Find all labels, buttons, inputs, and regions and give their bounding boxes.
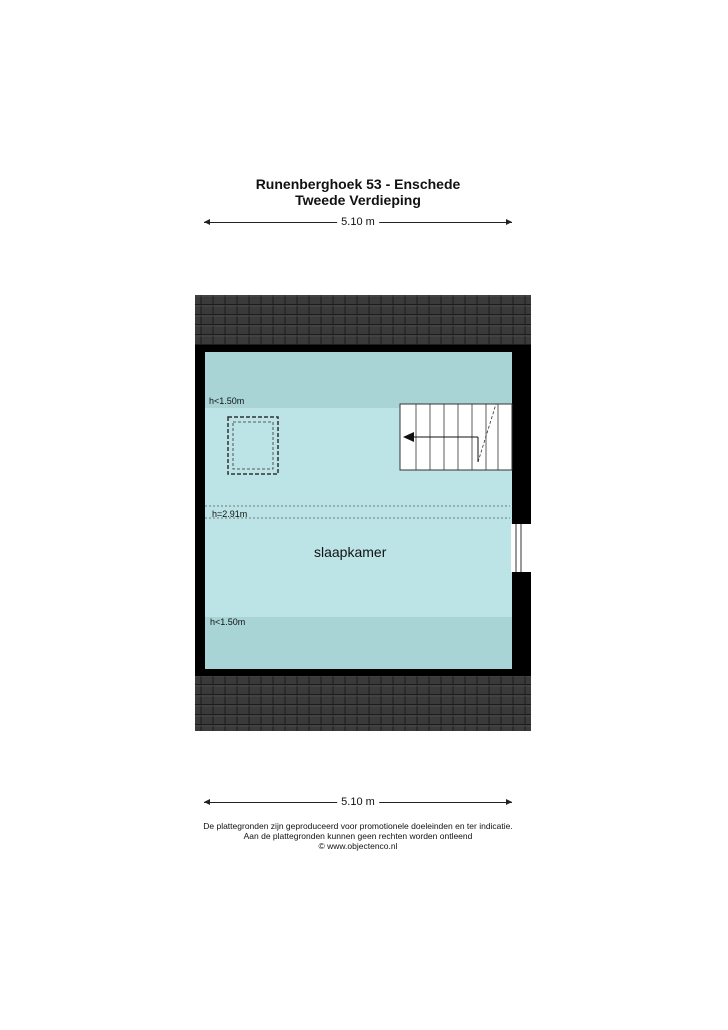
height-label-bottom: h<1.50m xyxy=(210,617,246,627)
roof-tiles-top xyxy=(195,295,531,347)
dimension-top-label: 5.10 m xyxy=(337,215,379,229)
dimension-bottom xyxy=(204,795,512,809)
low-height-zone-top xyxy=(205,352,512,408)
height-label-top: h<1.50m xyxy=(209,396,245,406)
roof-tiles-bottom xyxy=(195,676,531,731)
arrow-right-icon xyxy=(506,799,512,805)
room-label: slaapkamer xyxy=(314,544,387,560)
height-label-ridge: h=2.91m xyxy=(212,509,248,519)
copyright-link[interactable]: © www.objectenco.nl xyxy=(318,841,398,851)
plan-title-floor: Tweede Verdieping xyxy=(295,192,421,208)
low-height-zone-bottom xyxy=(205,617,512,669)
disclaimer-line-1: De plattegronden zijn geproduceerd voor promotionele doeleinden en ter indicatie. xyxy=(203,821,513,831)
dimension-bottom-label: 5.10 m xyxy=(337,795,379,809)
staircase xyxy=(400,404,512,470)
plan-title-address: Runenberghoek 53 - Enschede xyxy=(255,176,461,192)
arrow-left-icon xyxy=(204,799,210,805)
disclaimer-line-2: Aan de plattegronden kunnen geen rechten worden ontleend xyxy=(243,831,473,841)
